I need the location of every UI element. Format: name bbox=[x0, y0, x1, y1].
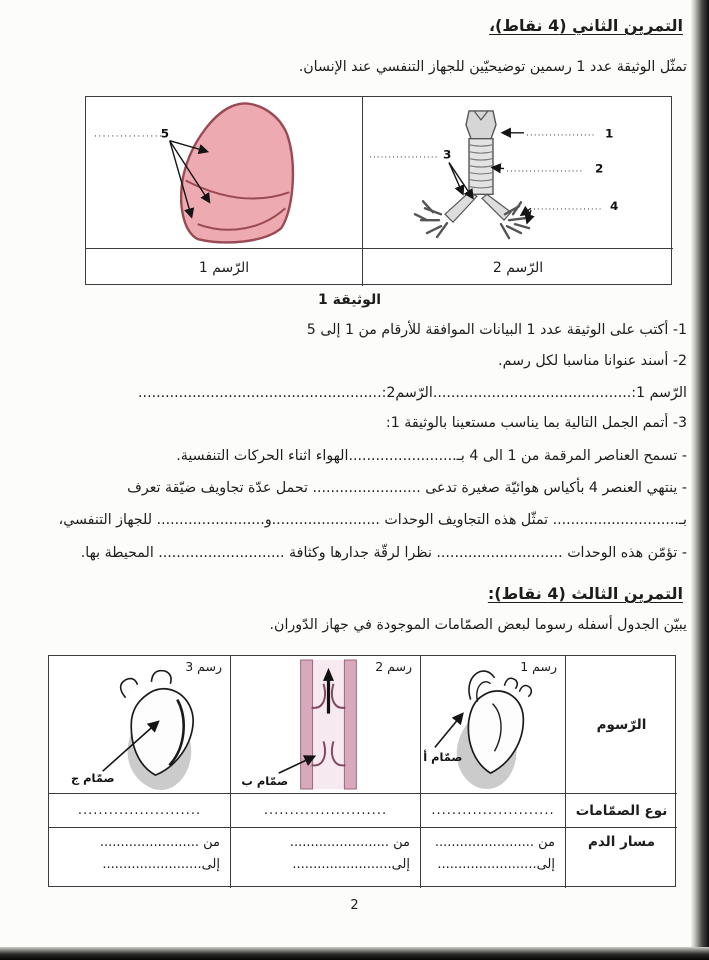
label2-arrow bbox=[492, 168, 504, 169]
sentence-blank-4: - تؤمّن هذه الوحدات ............................ نظرا لرقّة جدارها وكثافة ............................ المحيطة بها. bbox=[80, 545, 687, 561]
exercise3-title: التمرين الثالث (4 نقاط): bbox=[487, 584, 683, 603]
sentence-blank-2: - ينتهي العنصر 4 بأكياس هوائيّة صغيرة تدعى ........................ تحمل عدّة تجاويف ضيّقة تعرف bbox=[127, 480, 687, 496]
valve-type-header: نوع الصمّامات bbox=[566, 794, 677, 828]
heart-valve-c-drawing bbox=[49, 656, 230, 793]
valve-a-label: صمّام أ bbox=[423, 750, 463, 765]
label-1: 1 bbox=[605, 126, 614, 141]
blood-path-header: مسار الدم bbox=[587, 834, 656, 850]
question-3: 3- أتمم الجمل التالية بما يناسب مستعينا بالوثيقة 1: bbox=[385, 415, 687, 431]
blood-path-from: من ........................ bbox=[99, 835, 220, 850]
label3-leader-dots: .................. bbox=[369, 150, 439, 161]
figure-caption-2: الرّسم 2 bbox=[492, 259, 544, 276]
vein-wall-right bbox=[344, 660, 356, 789]
figure-table bbox=[85, 96, 672, 285]
blood-path-from: من ........................ bbox=[289, 835, 410, 850]
larynx-shape bbox=[466, 111, 496, 139]
vein-wall-left bbox=[301, 660, 313, 789]
label1-leader-dots: .................. bbox=[526, 128, 596, 139]
blood-path-from: من ........................ bbox=[434, 835, 555, 850]
exercise3-intro: يبيّن الجدول أسفله رسوما لبعض الصمّامات الموجودة في جهاز الدّوران. bbox=[269, 617, 687, 633]
left-bronchioles bbox=[415, 201, 447, 237]
label5-leader-dots: ................ bbox=[93, 129, 164, 140]
answer-blank-line: الرّسم 1:............................................الرّسم2:...................................................... bbox=[138, 385, 687, 401]
scan-edge-right bbox=[691, 0, 709, 960]
page-number: 2 bbox=[350, 898, 359, 913]
valve-type-cell-3: ........................ bbox=[49, 794, 231, 828]
blood-path-cell-2 bbox=[231, 828, 421, 888]
valves-table bbox=[48, 655, 676, 887]
drawing3-caption: رسم 3 bbox=[185, 659, 222, 674]
heart-valve-a-drawing bbox=[421, 656, 565, 793]
exercise2-title: التمرين الثاني (4 نقاط)، bbox=[488, 16, 683, 35]
heart3-vessel-2 bbox=[151, 671, 171, 684]
exercise2-intro: تمثّل الوثيقة عدد 1 رسمين توضيحيّين للجهاز التنفسي عند الإنسان. bbox=[298, 59, 687, 75]
sentence-blank-3: بـ............................ تمثّل هذه التجاويف الوحدات ........................و........................ للجهاز التنفسي، bbox=[58, 512, 687, 528]
blood-path-cell-3 bbox=[49, 828, 231, 888]
trachea-drawing bbox=[363, 97, 673, 248]
label4-leader-dots: .................. bbox=[533, 202, 603, 213]
question-2: 2- أسند عنوانا مناسبا لكل رسم. bbox=[498, 353, 687, 369]
heart1-vessel-1 bbox=[504, 678, 517, 688]
valve-drawing1-cell bbox=[421, 656, 566, 794]
heart3-vessel-1 bbox=[121, 679, 138, 698]
label-2: 2 bbox=[595, 161, 604, 176]
label2-leader-dots: .................... bbox=[506, 164, 584, 175]
blood-path-cell-1 bbox=[421, 828, 566, 888]
valve-drawing2-cell bbox=[231, 656, 421, 794]
drawing1-caption: رسم 1 bbox=[520, 659, 557, 674]
blood-path-to: إلى........................ bbox=[292, 857, 410, 873]
valve-b-label: صمّام ب bbox=[241, 774, 289, 789]
rows-header-cell: الرّسوم bbox=[566, 656, 677, 794]
document1-label: الوثيقة 1 bbox=[318, 292, 381, 308]
question-1: 1- أكتب على الوثيقة عدد 1 البيانات الموافقة للأرقام من 1 إلى 5 bbox=[306, 322, 687, 338]
right-bronchus bbox=[482, 194, 511, 220]
heart1-vessel-2 bbox=[519, 686, 531, 697]
valve-type-cell-2: ........................ bbox=[231, 794, 421, 828]
trachea-drawing-cell bbox=[363, 97, 673, 249]
sentence-blank-1: - تسمح العناصر المرقمة من 1 الى 4 بـ........................الهواء اثناء الحركات التنفسية. bbox=[176, 448, 687, 464]
valve-c-label: صمّام ج bbox=[70, 771, 115, 786]
valve-type-cell-1: ........................ bbox=[421, 794, 566, 828]
lungs-drawing-cell bbox=[86, 97, 363, 249]
blood-path-to: إلى........................ bbox=[102, 857, 220, 873]
label3-arrow-1 bbox=[449, 163, 463, 195]
blood-path-to: إلى........................ bbox=[437, 857, 555, 873]
drawing2-caption: رسم 2 bbox=[375, 659, 412, 674]
figure-caption-1: الرّسم 1 bbox=[86, 249, 363, 286]
scan-edge-bottom bbox=[0, 947, 709, 960]
valve-drawing3-cell bbox=[49, 656, 231, 794]
label4-arrow-2 bbox=[527, 210, 531, 223]
lung-shape bbox=[181, 103, 293, 242]
lungs-drawing bbox=[86, 97, 362, 248]
label-4: 4 bbox=[610, 199, 619, 214]
vein-valve-b-drawing bbox=[231, 656, 420, 793]
label-5: 5 bbox=[160, 126, 170, 141]
label-3: 3 bbox=[443, 147, 452, 162]
